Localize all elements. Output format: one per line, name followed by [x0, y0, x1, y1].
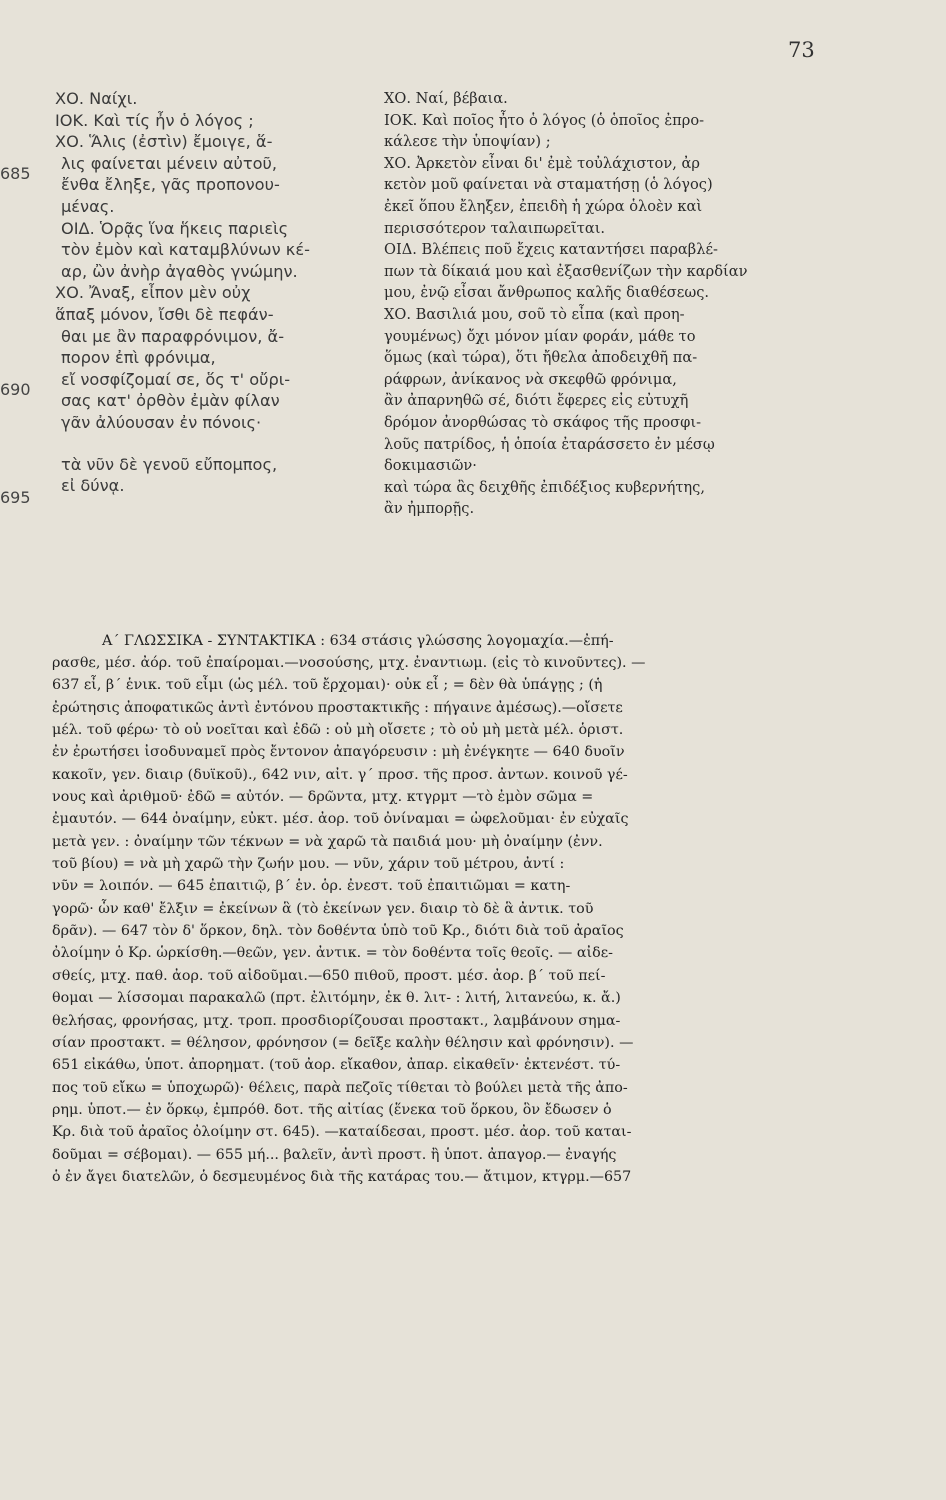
- note-line: κακοῖν, γεν. διαιρ (δυϊκοῦ)., 642 νιν, αἰτ. γ΄ προσ. τῆς προσ. ἀντων. κοινοῦ γέ-: [52, 766, 628, 783]
- note-line: ρασθε, μέσ. ἀόρ. τοῦ ἐπαίρομαι.—νοσούσης, μτχ. ἐναντιωμ. (εἰς τὸ κινοῦντες). —: [52, 655, 646, 671]
- note-line: νῦν = λοιπόν. — 645 ἐπαιτιῷ, β΄ ἑν. ὁρ. ἐνεστ. τοῦ ἐπαιτιῶμαι = κατη-: [52, 878, 571, 895]
- note-line: μετὰ γεν. : ὀναίμην τῶν τέκνων = νὰ χαρῶ τὰ παιδιά μου· μὴ ὀναίμην (ἐνν.: [52, 833, 603, 850]
- linguistic-syntactic-notes: [52, 630, 817, 1188]
- note-line: τοῦ βίου) = νὰ μὴ χαρῶ τὴν ζωήν μου. — νῦν, χάριν τοῦ μέτρου, ἀντί :: [52, 856, 565, 873]
- greek-line: σας κατ' ὀρθὸν ἐμὰν φίλαν: [61, 391, 280, 411]
- note-line: ρημ. ὑποτ.— ἐν ὅρκῳ, ἐμπρόθ. δοτ. τῆς αἰτίας (ἕνεκα τοῦ ὅρκου, ὃν ἔδωσεν ὁ: [52, 1101, 612, 1118]
- greek-line: ΧΟ. Ἄναξ, εἶπον μὲν οὐχ: [55, 283, 251, 303]
- note-line: θελήσας, φρονήσας, μτχ. τροπ. προσδιορίζουσαι προστακτ., λαμβάνουν σημα-: [52, 1012, 621, 1029]
- note-line: γορῶ· ὧν καθ' ἔλξιν = ἐκείνων ἃ (τὸ ἐκείνων γεν. διαιρ τὸ δὲ ἃ ἀντικ. τοῦ: [52, 900, 594, 917]
- greek-line: ΧΟ. Ἅλις (ἐστὶν) ἔμοιγε, ἅ-: [55, 132, 273, 152]
- line-number-685: 685: [0, 164, 31, 183]
- translation-line: πων τὰ δίκαιά μου καὶ ἐξασθενίζων τὴν καρδίαν: [384, 262, 748, 280]
- line-number-695: 695: [0, 488, 31, 507]
- translation-line: δοκιμασιῶν·: [384, 457, 477, 475]
- greek-line: ΙΟΚ. Καὶ τίς ἦν ὁ λόγος ;: [55, 110, 254, 130]
- greek-line: πορον ἐπὶ φρόνιμα,: [61, 348, 216, 368]
- modern-translation-column: [384, 88, 832, 520]
- greek-line: τὸν ἐμὸν καὶ καταμβλύνων κέ-: [61, 240, 310, 260]
- translation-line: ΧΟ. Ναί, βέβαια.: [384, 90, 508, 107]
- greek-line: λις φαίνεται μένειν αὐτοῦ,: [61, 153, 278, 173]
- translation-line: ράφρων, ἀνίκανος νὰ σκεφθῶ φρόνιμα,: [384, 370, 677, 388]
- note-line: Κρ. διὰ τοῦ ἀραῖος ὀλοίμην στ. 645). —καταίδεσαι, προστ. μέσ. ἀορ. τοῦ καται-: [52, 1124, 632, 1141]
- notes-heading: Α΄ ΓΛΩΣΣΙΚΑ - ΣΥΝΤΑΚΤΙΚΑ : 634 στάσις γλώσσης λογομαχία.—ἐπή-: [102, 633, 614, 649]
- translation-line: λοῦς πατρίδος, ἡ ὁποία ἐταράσσετο ἐν μέσῳ: [384, 435, 715, 453]
- translation-line: ΙΟΚ. Καὶ ποῖος ἦτο ὁ λόγος (ὁ ὁποῖος ἐπρο-: [384, 111, 705, 129]
- greek-line: ΟΙΔ. Ὁρᾷς ἵνα ἥκεις παριεὶς: [61, 218, 289, 238]
- line-number-690: 690: [0, 380, 31, 399]
- greek-line: ΧΟ. Ναίχι.: [55, 89, 138, 108]
- translation-line: μου, ἐνῷ εἶσαι ἄνθρωπος καλῆς διαθέσεως.: [384, 284, 710, 302]
- translation-line: κάλεσε τὴν ὑποψίαν) ;: [384, 133, 551, 151]
- note-line: ἐμαυτόν. — 644 ὀναίμην, εὐκτ. μέσ. ἀορ. τοῦ ὀνίναμαι = ὠφελοῦμαι· ἐν εὐχαῖς: [52, 811, 629, 828]
- translation-line: ὅμως (καὶ τώρα), ὅτι ἤθελα ἀποδειχθῆ πα-: [384, 349, 698, 367]
- translation-line: περισσότερον ταλαιπωρεῖται.: [384, 219, 606, 237]
- greek-line: ἅπαξ μόνον, ἴσθι δὲ πεφάν-: [55, 304, 274, 324]
- greek-line: εἰ δύνᾳ.: [61, 476, 125, 496]
- translation-line: ἐκεῖ ὅπου ἔληξεν, ἐπειδὴ ἡ χώρα ὁλοὲν καὶ: [384, 197, 703, 215]
- note-line: σίαν προστακτ. = θέλησον, φρόνησον (= δεῖξε καλὴν θέλησιν καὶ φρόνησιν). —: [52, 1034, 634, 1051]
- note-line: δοῦμαι = σέβομαι). — 655 μή... βαλεῖν, ἀντὶ προστ. ἢ ὑποτ. ἀπαγορ.— ἐναγής: [52, 1146, 617, 1163]
- note-line: ὀλοίμην ὁ Κρ. ὡρκίσθη.—θεῶν, γεν. ἀντικ. = τὸν δοθέντα τοῖς θεοῖς. — αἰδε-: [52, 945, 613, 962]
- note-line: σθείς, μτχ. παθ. ἀορ. τοῦ αἰδοῦμαι.—650 πιθοῦ, προστ. μέσ. ἀορ. β΄ τοῦ πεί-: [52, 967, 606, 984]
- greek-line: τὰ νῦν δὲ γενοῦ εὔπομπος,: [61, 454, 278, 474]
- note-line: νους καὶ ἀριθμοῦ· ἐδῶ = αὐτόν. — δρῶντα, μτχ. κτγρμτ —τὸ ἐμὸν σῶμα =: [52, 789, 594, 806]
- translation-line: δρόμον ἀνορθώσας τὸ σκάφος τῆς προσφι-: [384, 413, 702, 431]
- translation-line: γουμένως) ὄχι μόνον μίαν φοράν, μάθε το: [384, 327, 696, 345]
- note-line: ὁ ἐν ἄγει διατελῶν, ὁ δεσμευμένος διὰ τῆς κατάρας του.— ἄτιμον, κτγρμ.—657: [52, 1168, 632, 1185]
- page-number: 73: [788, 38, 815, 62]
- greek-line: ἔνθα ἔληξε, γᾶς προπονου-: [61, 175, 280, 195]
- greek-line: αρ, ὢν ἀνὴρ ἀγαθὸς γνώμην.: [61, 261, 298, 281]
- greek-line: θαι με ἂν παραφρόνιμον, ἄ-: [61, 326, 285, 346]
- greek-line: μένας.: [61, 196, 115, 216]
- note-line: μέλ. τοῦ φέρω· τὸ οὐ νοεῖται καὶ ἐδῶ : οὐ μὴ οἴσετε ; τὸ οὐ μὴ μετὰ μέλ. ὁριστ.: [52, 722, 624, 739]
- note-line: 651 εἰκάθω, ὑποτ. ἀπορηματ. (τοῦ ἀορ. εἴκαθον, ἀπαρ. εἰκαθεῖν· ἐκτενέστ. τύ-: [52, 1057, 621, 1074]
- translation-line: ΧΟ. Ἀρκετὸν εἶναι δι' ἐμὲ τοὐλάχιστον, ἀρ: [384, 154, 700, 172]
- translation-line: ΟΙΔ. Βλέπεις ποῦ ἔχεις καταντήσει παραβλέ-: [384, 241, 718, 259]
- note-line: πος τοῦ εἴκω = ὑποχωρῶ)· θέλεις, παρὰ πεζοῖς τίθεται τὸ βούλει μετὰ τῆς ἀπο-: [52, 1079, 628, 1096]
- translation-line: ἂν ἠμπορῇς.: [384, 500, 475, 518]
- translation-line: ἂν ἀπαρνηθῶ σέ, διότι ἔφερες εἰς εὐτυχῆ: [384, 392, 689, 410]
- greek-line: εἴ νοσφίζομαί σε, ὅς τ' οὔρι-: [61, 369, 291, 389]
- translation-line: ΧΟ. Βασιλιά μου, σοῦ τὸ εἶπα (καὶ προη-: [384, 305, 685, 323]
- translation-line: κετὸν μοῦ φαίνεται νὰ σταματήσῃ (ὁ λόγος): [384, 176, 713, 194]
- translation-line: καὶ τώρα ἂς δειχθῆς ἐπιδέξιος κυβερνήτης,: [384, 478, 705, 496]
- note-line: ἐρώτησις ἀποφατικῶς ἀντὶ ἐντόνου προστακτικῆς : πήγαινε ἀμέσως).—οἴσετε: [52, 699, 623, 716]
- note-line: ἐν ἐρωτήσει ἰσοδυναμεῖ πρὸς ἔντονον ἀπαγόρευσιν : μὴ ἐνέγκητε — 640 δυοῖν: [52, 744, 625, 761]
- note-line: θομαι — λίσσομαι παρακαλῶ (πρτ. ἐλιτόμην, ἐκ θ. λιτ- : λιτή, λιτανεύω, κ. ἄ.): [52, 990, 621, 1007]
- note-line: 637 εἶ, β΄ ἑνικ. τοῦ εἶμι (ὡς μέλ. τοῦ ἔρχομαι)· οὐκ εἶ ; = δὲν θὰ ὑπάγῃς ; (ἡ: [52, 677, 603, 694]
- note-line: δρᾶν). — 647 τὸν δ' ὅρκον, δηλ. τὸν δοθέντα ὑπὸ τοῦ Κρ., διότι διὰ τοῦ ἀραῖος: [52, 923, 624, 940]
- ancient-greek-text-column: [55, 88, 373, 497]
- greek-line: γᾶν ἀλύουσαν ἐν πόνοις·: [61, 412, 262, 432]
